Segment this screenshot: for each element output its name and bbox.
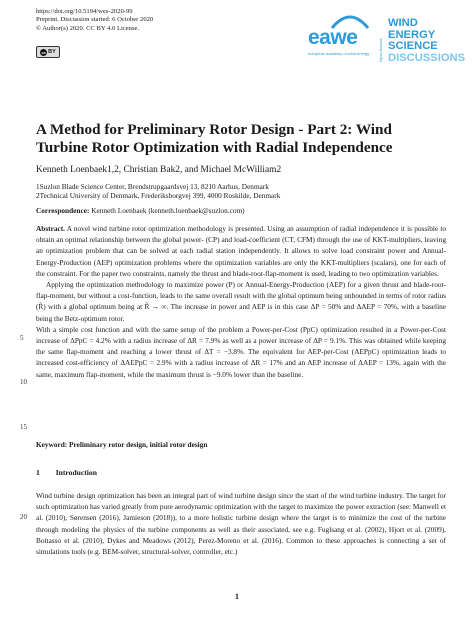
abstract-text-1: A novel wind turbine rotor optimization methodology is presented. Using an assumption of radial independence it is possible to obtain an optimal relationship between the global power- (CP) and load-coefficient (CT, CFM) through the use of KKT-multipliers, leaving an optimization problem that can be solved at each radial station independently. It allows to solve load constraint power and Annual-Energy-Production (AEP) optimization problems where the optimization variables are only the KKT-multipliers (scalars), one for each of the constraint. For the paper two constraints, namely the thrust and blade-root-flap-moment is used, leading to two optimization variables. <box>36 224 447 278</box>
keywords: Keyword: Preliminary rotor design, initial rotor design <box>36 440 208 449</box>
journal-name <box>388 18 465 64</box>
abstract <box>36 223 446 380</box>
correspondence <box>36 206 245 215</box>
line-number: 20 <box>20 513 27 521</box>
header-meta <box>36 8 153 33</box>
abstract-paragraph-2: Applying the optimization methodology to maximize power (P) or Annual-Energy-Production (AEP) for a given thrust and blade-root-flap-moment, but without a cost-function, leads to the same overall result with the global optimum being unbounded in terms of rotor radius (R̃) with a global optimum being at R̃ → ∞. The increase in power and AEP is in this case ΔP = 50% and ΔAEP = 70%, with a baseline being the Betz-optimum rotor. <box>36 280 446 323</box>
preprint-note: Preprint. Discussion started: 6 October 2020 <box>36 16 154 24</box>
cc-by-license-icon[interactable] <box>36 46 60 58</box>
author-list: Kenneth Loenbaek1,2, Christian Bak2, and Michael McWilliam2 <box>36 165 282 175</box>
doi-link[interactable]: https://doi.org/10.5194/wes-2020-99 <box>36 8 133 15</box>
cc-circle-icon: cc <box>41 49 46 55</box>
affiliations <box>36 182 280 201</box>
journal-name-line-3: SCIENCE <box>388 40 438 52</box>
section-title: Introduction <box>55 468 97 477</box>
correspondence-label: Correspondence: <box>36 206 90 215</box>
copyright-note: © Author(s) 2020. CC BY 4.0 License. <box>36 24 140 32</box>
correspondence-text[interactable]: Kenneth Loenbaek (kenneth.loenbaek@suzlon.com) <box>91 206 245 215</box>
paper-title: A Method for Preliminary Rotor Design - Part 2: Wind Turbine Rotor Optimization with Radial Independence <box>36 121 393 156</box>
eawe-logo-text: eawe <box>308 26 358 49</box>
abstract-paragraph-3: With a simple cost function and with the same setup of the problem a Power-per-Cost (PpC) optimization resulted in a Power-per-Cost increase of ΔPpC = 4.2% with a radius increase of ΔR = 7.9% as well as a power increase of ΔP = 9.1%. This was obtained while keeping the same flap-moment and reaching a lower thrust of ΔT = −3.8%. The equivalent for AEP-per-Cost (AEPpC) optimization leads to increased cost-efficiency of ΔAEPpC = 2.9% with a radius increase of ΔR = 17% and an AEP increase of ΔAEP = 13%, again with the same, maximum flap-moment, while the maximum thrust is −9.0% lower than the baseline. <box>36 324 446 379</box>
section-number: 1 <box>36 468 40 477</box>
journal-name-line-1: WIND <box>388 17 418 29</box>
abstract-label: Abstract. <box>36 224 65 233</box>
journal-name-line-2: ENERGY <box>388 28 436 41</box>
abstract-paragraph-1 <box>36 223 446 279</box>
affiliation-1: 1Suzlon Blade Science Center, Brendstrupgaardsvej 13, 8210 Aarhus, Denmark <box>36 182 269 191</box>
page-number: 1 <box>235 592 239 601</box>
line-number: 15 <box>20 423 27 431</box>
section-heading <box>36 468 97 477</box>
line-number: 5 <box>20 334 24 342</box>
journal-logo <box>308 8 466 72</box>
line-number: 10 <box>20 378 27 386</box>
cc-by-label: BY <box>48 49 56 55</box>
open-access-label: Open Access <box>378 38 383 62</box>
journal-name-line-4: DISCUSSIONS <box>388 51 466 64</box>
introduction-paragraph: Wind turbine design optimization has been an integral part of wind turbine design since the start of the wind turbine industry. The target for such optimization has varied greatly from pure aerodynamic optimization with the target to maximize the power extraction (see: Manwell et al. (2010), Sørensen (2016), Jamieson (2018)), to a more holistic turbine design where the target is to minimize the cost of the turbine through modeling the physics of the turbine components as well as their associated, see e.g. Fuglsang et al. (2002), Hjort et al. (2009), Bottasso et al. (2010), Dykes and Meadows (2012), Perez-Moreno et al. (2016). Common to these approaches is connecting a set of simulations tools (e.g. BEM-solver, structural-solver, controller, etc.) <box>36 491 446 557</box>
affiliation-2: 2Technical University of Denmark, Frederiksborgvej 399, 4000 Roskilde, Denmark <box>36 191 281 201</box>
eawe-subtitle: european academy of wind energy <box>308 51 370 56</box>
